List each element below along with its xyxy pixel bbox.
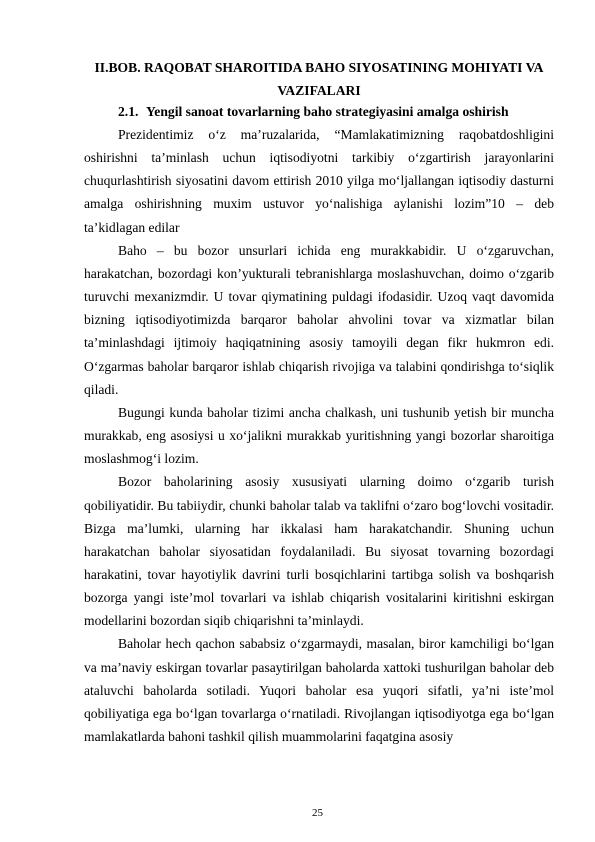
chapter-title: II.BOB. RAQOBAT SHAROITIDA BAHO SIYOSATINING MOHIYATI VA VAZIFALARI bbox=[94, 60, 544, 98]
paragraph-5: Baholar hech qachon sababsiz o‘zgarmaydi, masalan, biror kamchiligi bo‘lgan va ma’naviy eskirgan tovarlar pasaytirilgan baholarda xattoki tushurilgan baholar deb ataluvchi baholarda sotiladi. Yuqori baholar esa yuqori sifatli, ya’ni iste’mol qobiliyatiga ega bo‘lgan tovarlarga o‘rnatiladi. Rivojlangan iqtisodiyotga ega bo‘lgan mamlakatlarda bahoni tashkil qilish muammolarini faqatgina asosiy bbox=[84, 636, 554, 745]
paragraph-1: Prezidentimiz o‘z ma’ruzalarida, “Mamlakatimizning raqobatdoshligini oshirishni ta’minlash uchun iqtisodiyotni tarkibiy o‘zgartirish jarayonlarini chuqurlashtirish siyosatini davom ettirish 2010 yilga mo‘ljallangan iqtisodiy dasturni amalga oshirishning muxim ustuvor yo‘nalishiga aylanishi lozim”10 – deb ta’kidlagan edilar bbox=[84, 127, 554, 235]
section-title: Yengil sanoat tovarlarning baho strategiyasini amalga oshirish bbox=[146, 104, 509, 119]
section-number: 2.1. bbox=[118, 104, 139, 119]
body-text bbox=[84, 123, 554, 748]
paragraph-2: Baho – bu bozor unsurlari ichida eng murakkabidir. U o‘zgaruvchan, harakatchan, bozordagi kon’yukturali tebranishlarga moslashuvchan, doimo o‘zgarib turuvchi mexanizmdir. U tovar qiymatining puldagi ifodasidir. Uzoq vaqt davomida bizning iqtisodiyotimizda barqaror baholar ahvolini tovar va xizmatlar bilan ta’minlashdagi ijtimoiy haqiqatnining asosiy tamoyili degan fikr hukmron edi. O‘zgarmas baholar barqaror ishlab chiqarish rivojiga va talabini qondirishga to‘siqlik qiladi. bbox=[84, 242, 554, 397]
section-heading bbox=[118, 100, 509, 123]
paragraph-3: Bugungi kunda baholar tizimi ancha chalkash, uni tushunib yetish bir muncha murakkab, eng asosiysi u xo‘jalikni murakkab yuritishning yangi bozorlar sharoitiga moslashmog‘i lozim. bbox=[84, 404, 554, 467]
paragraph-4: Bozor baholarining asosiy xususiyati ularning doimo o‘zgarib turish qobiliyatidir. Bu tabiiydir, chunki baholar talab va taklifni o‘zaro bog‘lovchi vositadir. Bizga ma’lumki, ularning har ikkalasi ham harakatchandir. Shuning uchun harakatchan baholar siyosatidan foydalaniladi. Bu siyosat tovarning bozordagi harakatini, tovar hayotiylik davrini turli bosqichlarini tartibga solish va boshqarish bozorga yangi iste’mol tovarlari va ishlab chiqarish vositalarini kiritishni eskirgan modellarini bozordan siqib chiqarishni ta’minlaydi. bbox=[84, 474, 554, 629]
page-number: 25 bbox=[312, 807, 323, 819]
